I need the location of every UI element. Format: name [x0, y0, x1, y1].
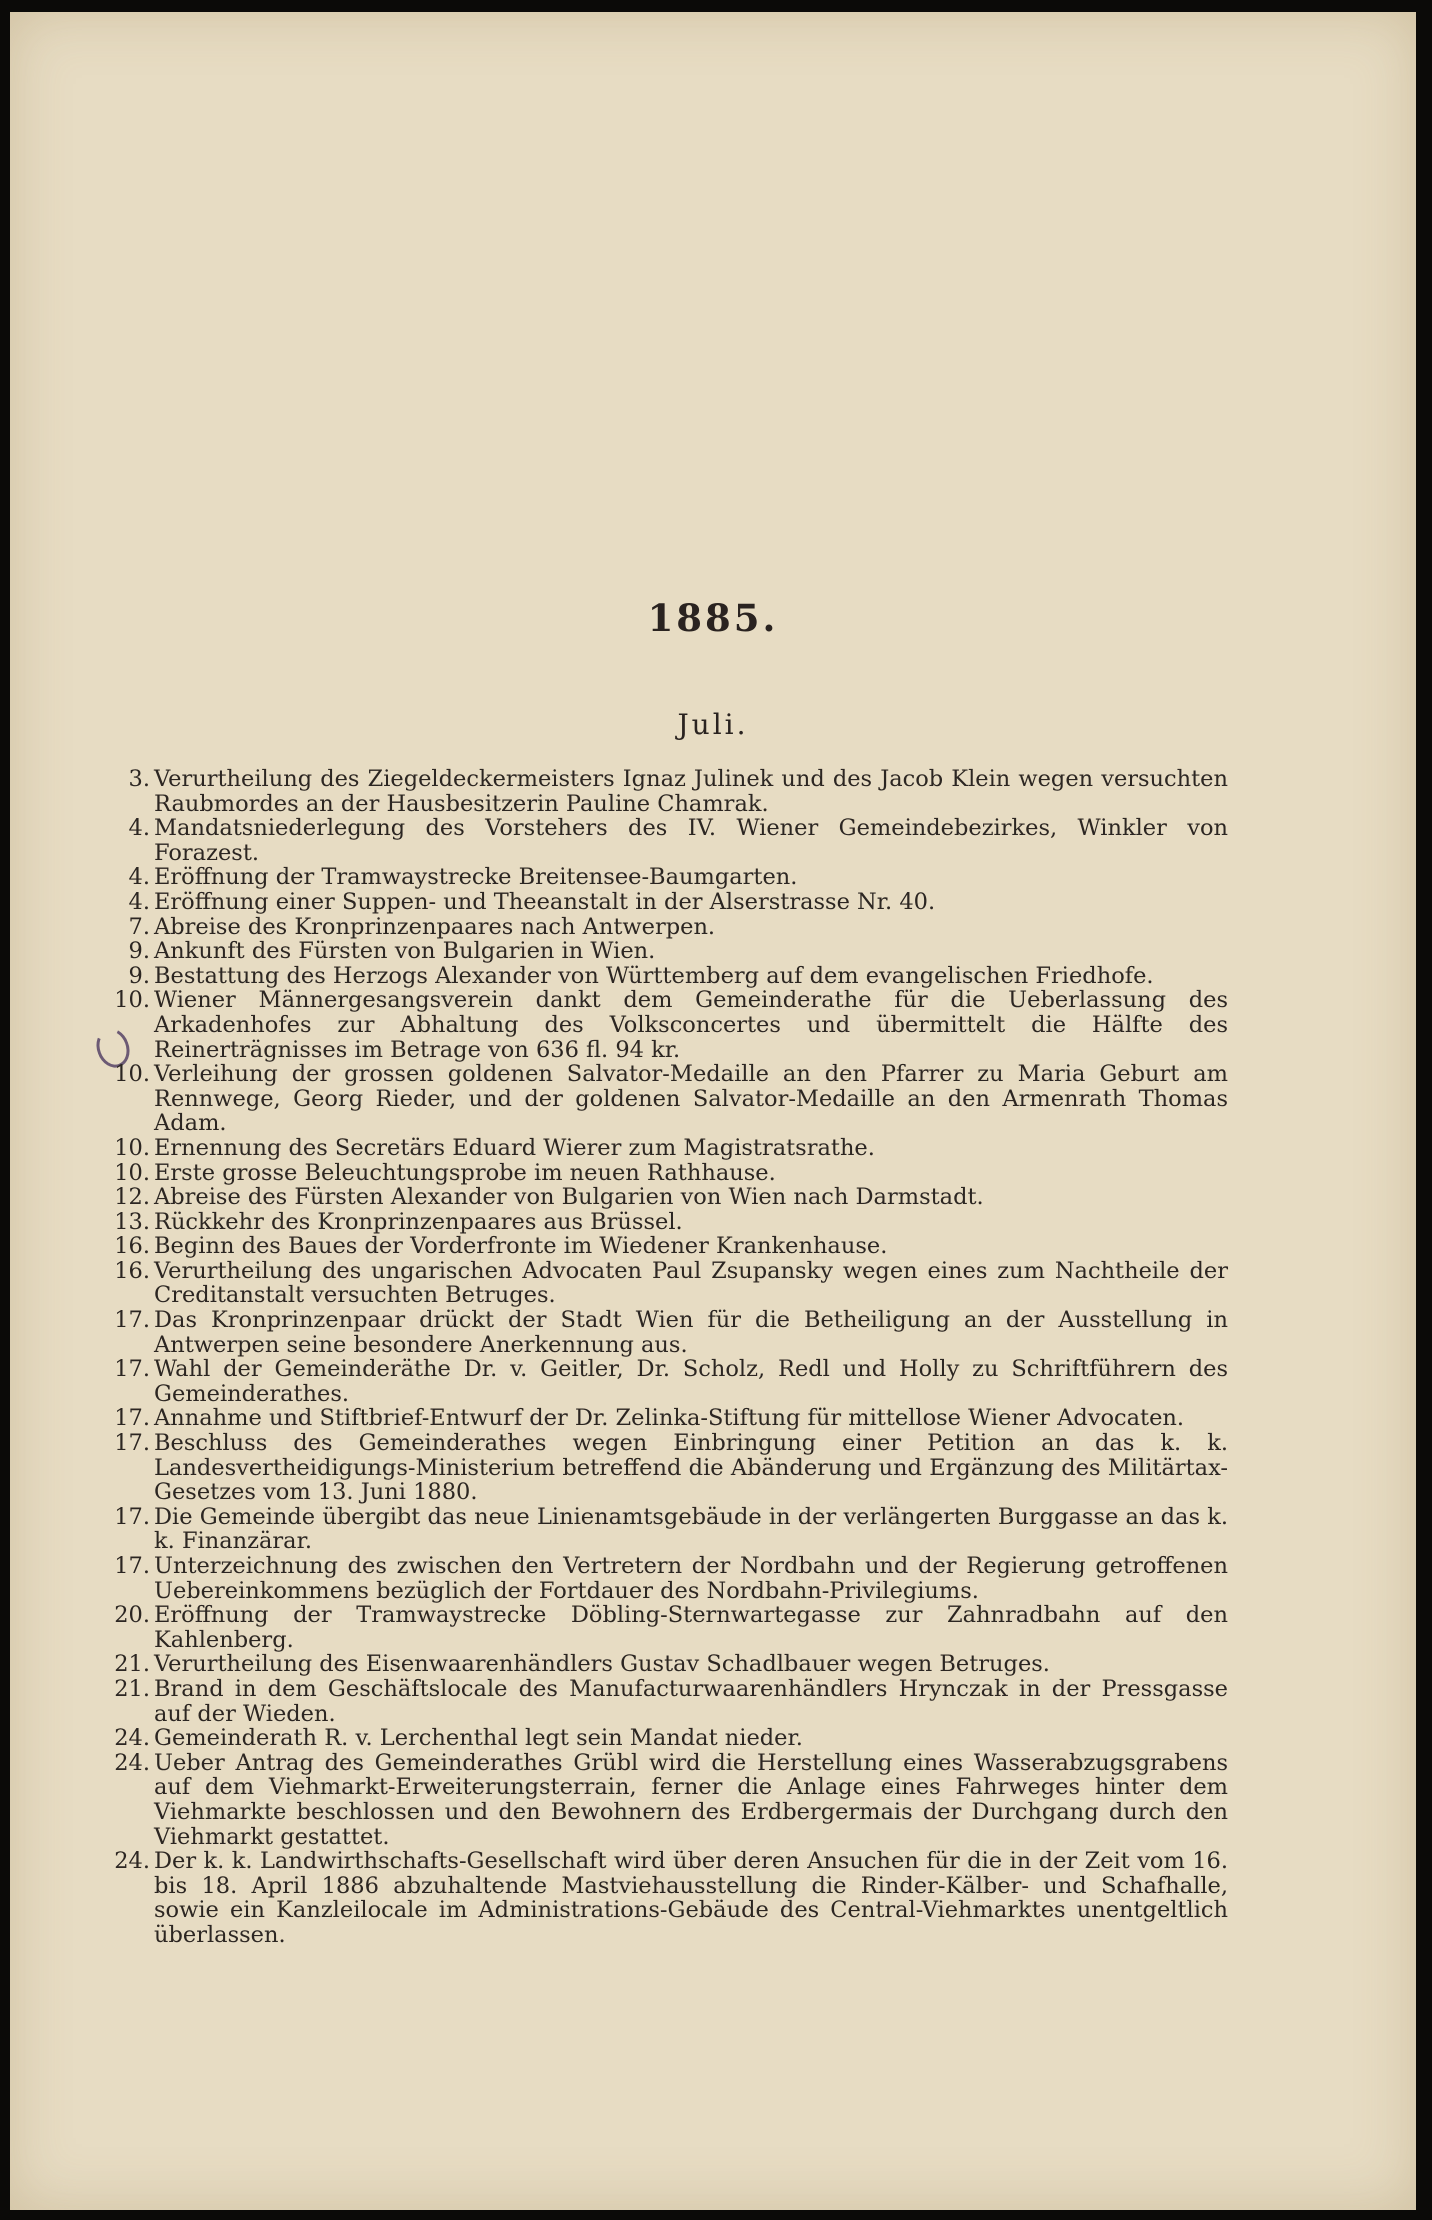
entry-day: 21. — [114, 1675, 150, 1702]
chronicle-entry — [10, 1751, 1416, 1849]
entry-day: 17. — [114, 1503, 150, 1530]
entry-day: 24. — [114, 1725, 150, 1752]
chronicle-entry — [10, 964, 1416, 989]
chronicle-entry — [10, 1136, 1416, 1161]
entry-day: 24. — [114, 1848, 150, 1875]
entry-day: 17. — [114, 1405, 150, 1432]
entry-text: Bestattung des Herzogs Alexander von Württemberg auf dem evangelischen Friedhofe. — [154, 962, 1154, 989]
chronicle-entry — [10, 915, 1416, 940]
entry-text: Verurtheilung des Eisenwaarenhändlers Gustav Schadlbauer wegen Betruges. — [154, 1651, 1050, 1678]
chronicle-entry — [10, 1185, 1416, 1210]
entry-day: 10. — [114, 987, 150, 1014]
entry-text: Eröffnung der Tramwaystrecke Döbling-Sternwartegasse zur Zahnradbahn auf den Kahlenberg. — [154, 1602, 1228, 1653]
entry-day: 17. — [114, 1307, 150, 1334]
entry-text: Wahl der Gemeinderäthe Dr. v. Geitler, Dr. Scholz, Redl und Holly zu Schriftführern des Gemeinderathes. — [154, 1356, 1228, 1407]
entry-text: Ueber Antrag des Gemeinderathes Grübl wird die Herstellung eines Wasserabzugsgrabens auf dem Viehmarkt-Erweiterungsterrain, ferner die Anlage eines Fahrweges hinter dem Viehmarkte beschlossen und den Bewohnern des Erdbergermais der Durchgang durch den Viehmarkt gestattet. — [154, 1749, 1228, 1850]
chronicle-entry — [10, 1677, 1416, 1726]
entry-text: Gemeinderath R. v. Lerchenthal legt sein Mandat nieder. — [154, 1725, 803, 1752]
entry-day: 9. — [128, 962, 150, 989]
entry-text: Ankunft des Fürsten von Bulgarien in Wien. — [154, 938, 656, 965]
chronicle-entry — [10, 939, 1416, 964]
entry-text: Wiener Männergesangsverein dankt dem Gemeinderathe für die Ueberlassung des Arkadenhofes zur Abhaltung des Volksconcertes und übermittelt die Hälfte des Reinerträgnisses im Betrage von 636 fl. 94 kr. — [154, 987, 1228, 1063]
page — [10, 12, 1416, 2210]
entry-day: 7. — [128, 913, 150, 940]
chronicle-entry — [10, 1161, 1416, 1186]
entry-day: 4. — [128, 864, 150, 891]
entry-day: 13. — [114, 1208, 150, 1235]
entry-text: Unterzeichnung des zwischen den Vertretern der Nordbahn und der Regierung getroffenen Uebereinkommens bezüglich der Fortdauer des Nordbahn-Privilegiums. — [154, 1553, 1228, 1604]
chronicle-entry — [10, 1259, 1416, 1308]
entry-text: Das Kronprinzenpaar drückt der Stadt Wien für die Betheiligung an der Ausstellung in Antwerpen seine besondere Anerkennung aus. — [154, 1307, 1228, 1358]
chronicle-entry — [10, 1726, 1416, 1751]
chronicle-entry — [10, 865, 1416, 890]
chronicle-entry — [10, 1210, 1416, 1235]
chronicle-entry — [10, 1849, 1416, 1947]
entry-text: Mandatsniederlegung des Vorstehers des IV. Wiener Gemeindebezirkes, Winkler von Forazest. — [154, 815, 1228, 866]
entry-day: 4. — [128, 888, 150, 915]
entry-day: 17. — [114, 1356, 150, 1383]
entry-text: Ernennung des Secretärs Eduard Wierer zum Magistratsrathe. — [154, 1134, 875, 1161]
entry-text: Beschluss des Gemeinderathes wegen Einbringung einer Petition an das k. k. Landesvertheidigungs-Ministerium betreffend die Abänderung und Ergänzung des Militärtax-Gesetzes vom 13. Juni 1880. — [154, 1430, 1228, 1506]
entry-day: 16. — [114, 1233, 150, 1260]
entry-day: 16. — [114, 1257, 150, 1284]
entry-text: Beginn des Baues der Vorderfronte im Wiedener Krankenhause. — [154, 1233, 888, 1260]
chronicle-entry — [10, 816, 1416, 865]
entry-day: 9. — [128, 938, 150, 965]
entry-day: 17. — [114, 1430, 150, 1457]
page-title: 1885. — [647, 596, 779, 640]
entry-text: Verleihung der grossen goldenen Salvator-Medaille an den Pfarrer zu Maria Geburt am Rennwege, Georg Rieder, und der goldenen Salvator-Medaille an den Armenrath Thomas Adam. — [154, 1061, 1228, 1137]
entry-text: Verurtheilung des Ziegeldeckermeisters Ignaz Julinek und des Jacob Klein wegen versuchten Raubmordes an der Hausbesitzerin Pauline Chamrak. — [154, 766, 1228, 817]
entry-text: Eröffnung der Tramwaystrecke Breitensee-Baumgarten. — [154, 864, 798, 891]
chronicle-entry — [10, 1431, 1416, 1505]
entry-day: 17. — [114, 1553, 150, 1579]
entry-day: 12. — [114, 1184, 150, 1211]
entry-text: Verurtheilung des ungarischen Advocaten Paul Zsupansky wegen eines zum Nachtheile der Creditanstalt versuchten Betruges. — [154, 1257, 1228, 1309]
chronicle-entry — [10, 1062, 1416, 1136]
entry-text: Abreise des Kronprinzenpaares nach Antwerpen. — [154, 913, 716, 940]
entry-day: 3. — [128, 766, 150, 792]
chronicle-entry — [10, 767, 1416, 816]
chronicle-entry — [10, 1308, 1416, 1357]
entry-day: 24. — [114, 1749, 150, 1776]
chronicle-entry — [10, 988, 1416, 1062]
entry-day: 10. — [114, 1061, 150, 1088]
chronicle-entry — [10, 1357, 1416, 1406]
entry-day: 20. — [114, 1602, 150, 1629]
chronicle-entry — [10, 1406, 1416, 1431]
chronicle-entry — [10, 890, 1416, 915]
entry-day: 21. — [114, 1651, 150, 1678]
entry-text: Abreise des Fürsten Alexander von Bulgarien von Wien nach Darmstadt. — [154, 1184, 984, 1211]
chronicle-entry — [10, 1505, 1416, 1554]
entry-day: 10. — [114, 1134, 150, 1161]
entry-text: Rückkehr des Kronprinzenpaares aus Brüssel. — [154, 1208, 683, 1235]
entry-text: Eröffnung einer Suppen- und Theeanstalt in der Alserstrasse Nr. 40. — [154, 888, 936, 915]
entry-text: Der k. k. Landwirthschafts-Gesellschaft wird über deren Ansuchen für die in der Zeit vom 16. bis 18. April 1886 abzuhaltende Mastviehausstellung die Rinder-Kälber- und Schafhalle, sowie ein Kanzleilocale im Administrations-Gebäude des Central-Viehmarktes unentgeltlich überlassen. — [154, 1848, 1228, 1948]
chronicle-entry — [10, 1554, 1416, 1603]
entry-day: 10. — [114, 1159, 150, 1186]
entry-text: Brand in dem Geschäftslocale des Manufacturwaarenhändlers Hrynczak in der Pressgasse auf der Wieden. — [154, 1675, 1228, 1727]
chronicle-entry — [10, 1234, 1416, 1259]
month-heading: Juli. — [677, 708, 749, 741]
entry-day: 4. — [128, 815, 150, 842]
entry-text: Annahme und Stiftbrief-Entwurf der Dr. Zelinka-Stiftung für mittellose Wiener Advocaten. — [154, 1405, 1185, 1432]
entry-text: Die Gemeinde übergibt das neue Linienamtsgebäude in der verlängerten Burggasse an das k. k. Finanzärar. — [154, 1503, 1228, 1555]
chronicle-entries — [10, 767, 1416, 1948]
entry-text: Erste grosse Beleuchtungsprobe im neuen Rathhause. — [154, 1159, 776, 1186]
chronicle-entry — [10, 1652, 1416, 1677]
chronicle-entry — [10, 1603, 1416, 1652]
